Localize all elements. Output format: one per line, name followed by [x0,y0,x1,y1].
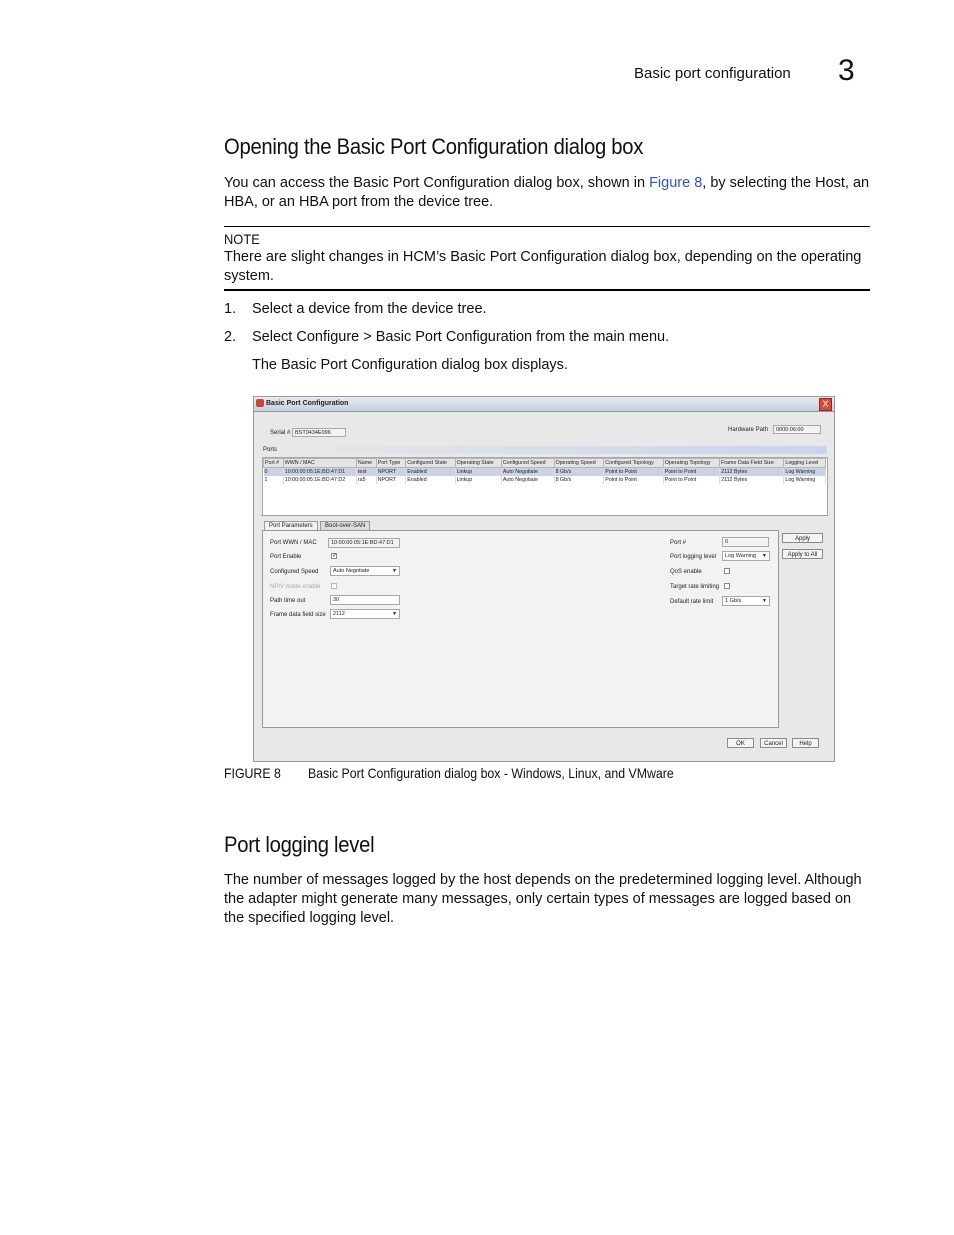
note-text [224,248,872,286]
cell: 10:00:00:05:1E:BD:47:D1 [283,468,356,477]
note-label: NOTE [224,231,260,247]
qos-enable-label: QoS enable [670,569,702,575]
table-row[interactable] [264,476,826,484]
qos-enable-checkbox[interactable] [724,568,730,574]
col-wwn[interactable]: WWN / MAC [283,459,356,468]
cell: Point to Point [663,468,719,477]
intro-bold: Basic Port Configuration [353,175,510,191]
target-rate-checkbox[interactable] [724,583,730,589]
cell: Point to Point [604,476,663,484]
app-icon [256,399,264,407]
intro-text-1: You can access the [224,175,354,191]
note-bold: Basic Port Configuration [450,249,607,265]
result-bold: Basic Port Configuration [281,357,438,373]
cell: 8 Gb/s [554,468,604,477]
figure-link[interactable]: Figure 8 [649,175,703,191]
ports-table [263,458,826,484]
col-configured-speed[interactable]: Configured Speed [501,459,554,468]
default-rate-label: Default rate limit [670,599,714,605]
serial-label: Serial # [270,430,291,436]
cell: Enabled [406,468,455,477]
configured-speed-select[interactable]: Auto Negotiate ▼ [330,566,400,576]
npiv-mode-label: NPIV mode enable [270,584,321,590]
cell: NPORT [376,468,406,477]
intro-text-2: dialog box, shown in [509,175,650,191]
cell: NPORT [376,476,406,484]
port-wwn-label: Port WWN / MAC [270,540,317,546]
intro-text-3: , by selecting the Host, an HBA, or an HBA port from the device tree. [224,175,870,210]
cell: Log Warning [784,468,826,477]
ports-section-bar [261,446,827,454]
intro-paragraph [224,174,872,212]
cell: Point to Point [663,476,719,484]
serial-field: BST0434E096 [292,428,346,437]
step-result [252,357,568,373]
col-frame-size[interactable]: Frame Data Field Size [720,459,784,468]
configured-speed-label: Configured Speed [270,569,319,575]
note-bottom-rule [224,289,870,291]
col-port-num[interactable]: Port # [264,459,284,468]
cell: 0 [264,468,284,477]
col-configured-state[interactable]: Configured State [406,459,455,468]
basic-port-config-dialog [253,396,835,762]
cell: Log Warning [784,476,826,484]
step-number: 2. [224,329,237,345]
table-row[interactable] [264,468,826,477]
tab-port-parameters[interactable]: Port Parameters [264,521,318,531]
tab-boot-over-san[interactable]: Boot-over-SAN [320,521,370,531]
hardware-path-label: Hardware Path [728,427,769,433]
step-text-pre: Select [252,329,297,345]
cancel-button[interactable]: Cancel [760,738,787,748]
cell: 2112 Bytes [720,468,784,477]
close-icon[interactable]: X [819,398,832,411]
step-text-post: from the main menu. [532,329,670,345]
cell: Auto Negotiate [501,476,554,484]
port-number-label: Port # [670,540,687,546]
col-configured-topology[interactable]: Configured Topology [604,459,663,468]
dialog-title: Basic Port Configuration [266,400,349,407]
port-enable-checkbox[interactable]: ✓ [332,553,338,559]
cell: ra5 [356,476,376,484]
ports-table-header [264,459,826,468]
port-logging-label: Port logging level [670,554,717,560]
cell: Linkup [455,476,501,484]
col-port-type[interactable]: Port Type [376,459,406,468]
note-top-rule [224,226,870,227]
logging-paragraph: The number of messages logged by the host depends on the predetermined logging level. Although the adapter might generate many messages, only certain types of messages are logged based on the specified logging level. [224,872,862,926]
running-header: Basic port configuration [634,65,791,82]
path-timeout-label: Path time out [270,598,306,604]
note-text-1: There are slight changes in HCM’s [224,249,451,265]
cell: Point to Point [604,468,663,477]
col-logging-level[interactable]: Logging Level [784,459,826,468]
col-name[interactable]: Name [356,459,376,468]
figure-label: FIGURE 8 [224,765,281,781]
target-rate-label: Target rate limiting [670,584,720,590]
cell: 2112 Bytes [720,476,784,484]
step-1 [224,301,487,317]
step-2 [224,329,669,345]
path-timeout-input[interactable]: 30 [330,595,400,605]
figure-caption: Basic Port Configuration dialog box - Windows, Linux, and VMware [308,765,674,781]
default-rate-select[interactable]: 1 Gb/s ▼ [722,596,770,606]
npiv-mode-checkbox [331,583,337,589]
hardware-path-field: 0000:06:00 [773,425,821,434]
col-operating-topology[interactable]: Operating Topology [663,459,719,468]
port-wwn-field: 10:00:00:05:1E:BD:47:D1 [328,538,400,548]
splitter-handle[interactable] [261,515,827,519]
ports-label: Ports [263,447,278,453]
step-number: 1. [224,301,237,317]
port-number-field: 0 [722,537,769,547]
apply-button[interactable]: Apply [782,533,823,543]
note-text-2: dialog box, depending on the operating system. [224,249,862,284]
frame-size-label: Frame data field size [270,612,326,618]
cell: Enabled [406,476,455,484]
col-operating-state[interactable]: Operating State [455,459,501,468]
cell: 8 Gb/s [554,476,604,484]
chapter-number: 3 [838,54,855,87]
section-heading: Opening the Basic Port Configuration dialog box [224,134,644,159]
cell: 1 [264,476,284,484]
apply-to-all-button[interactable]: Apply to All [782,549,823,559]
result-post: dialog box displays. [437,357,568,373]
step-text: Select a device from the device tree. [252,301,487,317]
step-menu-path: Configure > Basic Port Configuration [296,329,533,345]
port-logging-select[interactable]: Log Warning ▼ [722,551,770,561]
col-operating-speed[interactable]: Operating Speed [554,459,604,468]
port-enable-label: Port Enable [270,554,302,560]
result-pre: The [252,357,282,373]
cell: test [356,468,376,477]
help-button[interactable]: Help [792,738,819,748]
cell: Linkup [455,468,501,477]
cell: Auto Negotiate [501,468,554,477]
ok-button[interactable]: OK [727,738,754,748]
frame-size-select[interactable]: 2112 ▼ [330,609,400,619]
section-heading-logging: Port logging level [224,832,375,857]
cell: 10:00:00:05:1E:BD:47:D2 [283,476,356,484]
dialog-titlebar[interactable] [254,397,834,412]
